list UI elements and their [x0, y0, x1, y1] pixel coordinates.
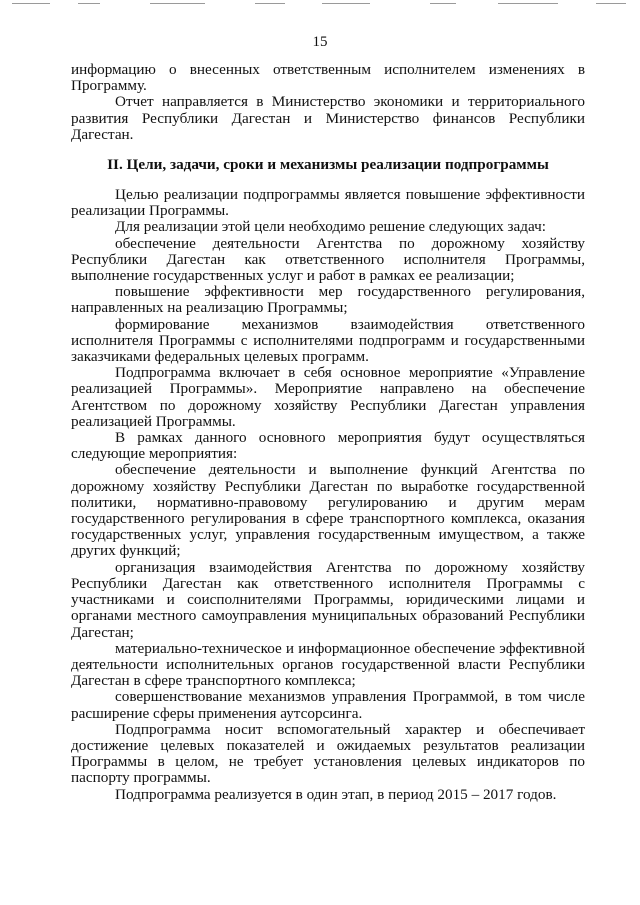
paragraph-task-regulation: повышение эффективности мер государственного регулирования, направленных на реализацию Программы;	[71, 283, 585, 317]
paragraph-activity-material-support: материально-техническое и информационное обеспечение эффективной деятельности исполнительных органов государственной власти Республики Дагестан в сфере транспортного комплекса;	[71, 639, 585, 690]
paragraph-task-agency-support: обеспечение деятельности Агентства по дорожному хозяйству Республики Дагестан как ответственного исполнителя Программы, выполнение государственных услуг и работ в рамках ее реализации;	[71, 234, 585, 285]
paragraph-implementation-period: Подпрограмма реализуется в один этап, в период 2015 – 2017 годов.	[115, 785, 557, 803]
section-heading: II. Цели, задачи, сроки и механизмы реализации подпрограммы	[107, 156, 549, 174]
paragraph-auxiliary-nature: Подпрограмма носит вспомогательный характер и обеспечивает достижение целевых показателей и ожидаемых результатов реализации Программы в целом, не требует установления целевых индикаторов по паспорту программы.	[71, 720, 585, 787]
document-body	[71, 62, 585, 803]
paragraph-activities-intro: В рамках данного основного мероприятия будут осуществляться следующие мероприятия:	[71, 429, 585, 463]
paragraph-tasks-intro: Для реализации этой цели необходимо решение следующих задач:	[115, 218, 546, 236]
paragraph-main-activity: Подпрограмма включает в себя основное мероприятие «Управление реализацией Программы». Мероприятие направлено на обеспечение Агентством по дорожному хозяйству Республики Дагестан управления реализацией Программы.	[71, 364, 585, 430]
paragraph-report-recipients: Отчет направляется в Министерство экономики и территориального развития Республики Дагестан и Министерство финансов Республики Дагестан.	[71, 93, 585, 143]
paragraph-task-interaction: формирование механизмов взаимодействия ответственного исполнителя Программы с исполнителями подпрограмм и государственными заказчиками федеральных целевых программ.	[71, 315, 585, 366]
paragraph-activity-functions: обеспечение деятельности и выполнение функций Агентства по дорожному хозяйству Республики Дагестан по выработке государственной политики, нормативно-правовому регулированию и другим мерам государственного регулирования в сфере транспортного комплекса, оказания государственных услуг, управления государственным имуществом, а также других функций;	[71, 461, 585, 560]
paragraph-activity-outsourcing: совершенствование механизмов управления Программой, в том числе расширение сферы применения аутсорсинга.	[71, 688, 585, 722]
paragraph-report-changes: информацию о внесенных ответственным исполнителем изменениях в Программу.	[71, 61, 585, 95]
paragraph-activity-cooperation: организация взаимодействия Агентства по дорожному хозяйству Республики Дагестан как ответственного исполнителя Программы с участниками и соисполнителями Программы, юридическими лицами и органами местного самоуправления муниципальных образований Республики Дагестан;	[71, 558, 585, 641]
paragraph-goal: Целью реализации подпрограммы является повышение эффективности реализации Программы.	[71, 186, 585, 220]
scan-artifacts	[0, 0, 640, 14]
page-number: 15	[312, 34, 328, 50]
